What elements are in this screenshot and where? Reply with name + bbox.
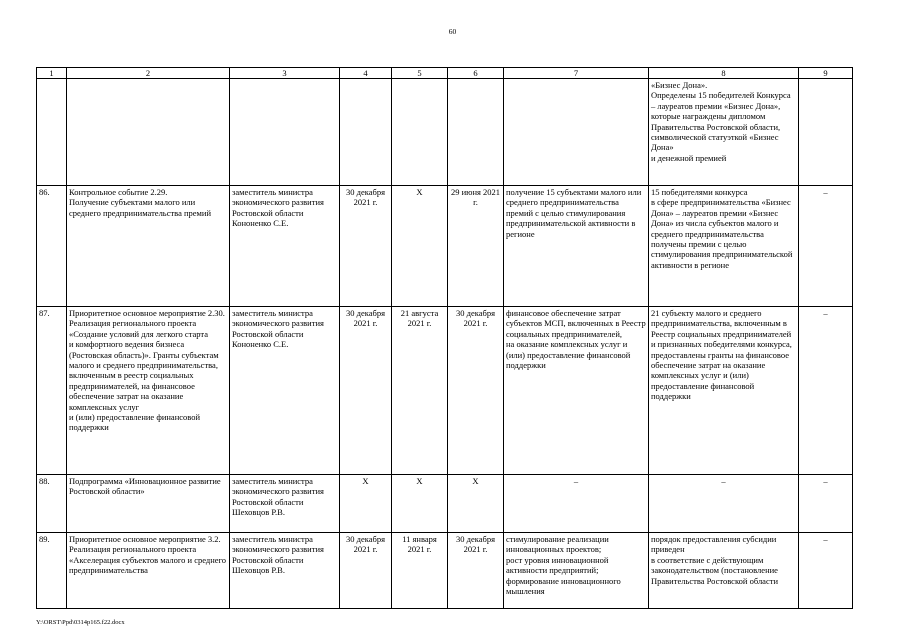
column-number: 5 [392,68,448,79]
measure-name-cell: Приоритетное основное мероприятие 2.30. Реализация регионального проекта «Создание условий для легкого старта и комфортного ведения бизнеса (Ростовская область)». Гранты субъектам малого и среднего предпринимательства, включенным в реестр социальных предпринимателей, на финансовое обеспечение затрат на оказание комплексных услуг и (или) предоставление финансовой поддержки [67,307,230,475]
actual-results-cell: 15 победителями конкурса в сфере предпринимательства «Бизнес Дона» – лауреатов премии «Бизнес Дона» из числа субъектов малого и среднего предпринимательства получены премии с целью стимулирования предпринимательской активности в регионе [649,186,799,307]
column-number-header-row [37,68,853,79]
actual-end-cell: 29 июня 2021 г. [448,186,504,307]
actual-start-cell [392,79,448,186]
column-number: 9 [799,68,853,79]
column-number: 2 [67,68,230,79]
actual-end-cell: 30 декабря 2021 г. [448,533,504,609]
planned-date-cell [340,79,392,186]
actual-end-cell: 30 декабря 2021 г. [448,307,504,475]
reasons-cell: – [799,533,853,609]
table-row [37,475,853,533]
actual-results-cell: порядок предоставления субсидии приведен в соответствие с действующим законодательством (постановление Правительства Ростовской области [649,533,799,609]
planned-results-cell: финансовое обеспечение затрат субъектов МСП, включенных в Реестр социальных предпринимателей, на оказание комплексных услуг и (или) предоставление финансовой поддержки [504,307,649,475]
row-number [37,79,67,186]
planned-date-cell: 30 декабря 2021 г. [340,533,392,609]
actual-results-cell: – [649,475,799,533]
reasons-cell: – [799,307,853,475]
actual-results-cell: «Бизнес Дона». Определены 15 победителей Конкурса – лауреатов премии «Бизнес Дона», которые награждены дипломом Правительства Ростовской области, символической статуэткой «Бизнес Дона» и денежной премией [649,79,799,186]
progress-report-table [36,67,853,609]
planned-date-cell: 30 декабря 2021 г. [340,186,392,307]
actual-start-cell: 11 января 2021 г. [392,533,448,609]
table-row [37,533,853,609]
reasons-cell: – [799,186,853,307]
table-row [37,307,853,475]
responsible-cell [230,79,340,186]
actual-end-cell: Х [448,475,504,533]
measure-name-cell: Контрольное событие 2.29. Получение субъектами малого или среднего предпринимательства премий [67,186,230,307]
table-row [37,186,853,307]
responsible-cell: заместитель министра экономического развития Ростовской области Кононенко С.Е. [230,186,340,307]
column-number: 6 [448,68,504,79]
column-number: 1 [37,68,67,79]
reasons-cell [799,79,853,186]
planned-results-cell: – [504,475,649,533]
page-number: 60 [448,27,457,36]
actual-results-cell: 21 субъекту малого и среднего предпринимательства, включенным в Реестр социальных предпринимателей и признанных победителями конкурса, предоставлены гранты на финансовое обеспечение затрат на оказание комплексных услуг и (или) предоставление финансовой поддержки [649,307,799,475]
measure-name-cell [67,79,230,186]
column-number: 7 [504,68,649,79]
column-number: 3 [230,68,340,79]
actual-end-cell [448,79,504,186]
planned-results-cell: стимулирование реализации инновационных проектов; рост уровня инновационной активности предприятий; формирование инновационного мышления [504,533,649,609]
measure-name-cell: Приоритетное основное мероприятие 3.2. Реализация регионального проекта «Акселерация субъектов малого и среднего предпринимательства [67,533,230,609]
responsible-cell: заместитель министра экономического развития Ростовской области Шеховцов Р.В. [230,475,340,533]
actual-start-cell: 21 августа 2021 г. [392,307,448,475]
planned-results-cell [504,79,649,186]
actual-start-cell: Х [392,186,448,307]
measure-name-cell: Подпрограмма «Инновационное развитие Ростовской области» [67,475,230,533]
column-number: 4 [340,68,392,79]
actual-start-cell: Х [392,475,448,533]
reasons-cell: – [799,475,853,533]
planned-date-cell: Х [340,475,392,533]
file-path-footer: Y:\ORST\Ppd\0314p165.f22.docx [36,619,125,626]
row-number: 89. [37,533,67,609]
row-number: 86. [37,186,67,307]
responsible-cell: заместитель министра экономического развития Ростовской области Шеховцов Р.В. [230,533,340,609]
table-row [37,79,853,186]
responsible-cell: заместитель министра экономического развития Ростовской области Кононенко С.Е. [230,307,340,475]
column-number: 8 [649,68,799,79]
planned-date-cell: 30 декабря 2021 г. [340,307,392,475]
row-number: 87. [37,307,67,475]
planned-results-cell: получение 15 субъектами малого или среднего предпринимательства премий с целью стимулирования предпринимательской активности в регионе [504,186,649,307]
row-number: 88. [37,475,67,533]
